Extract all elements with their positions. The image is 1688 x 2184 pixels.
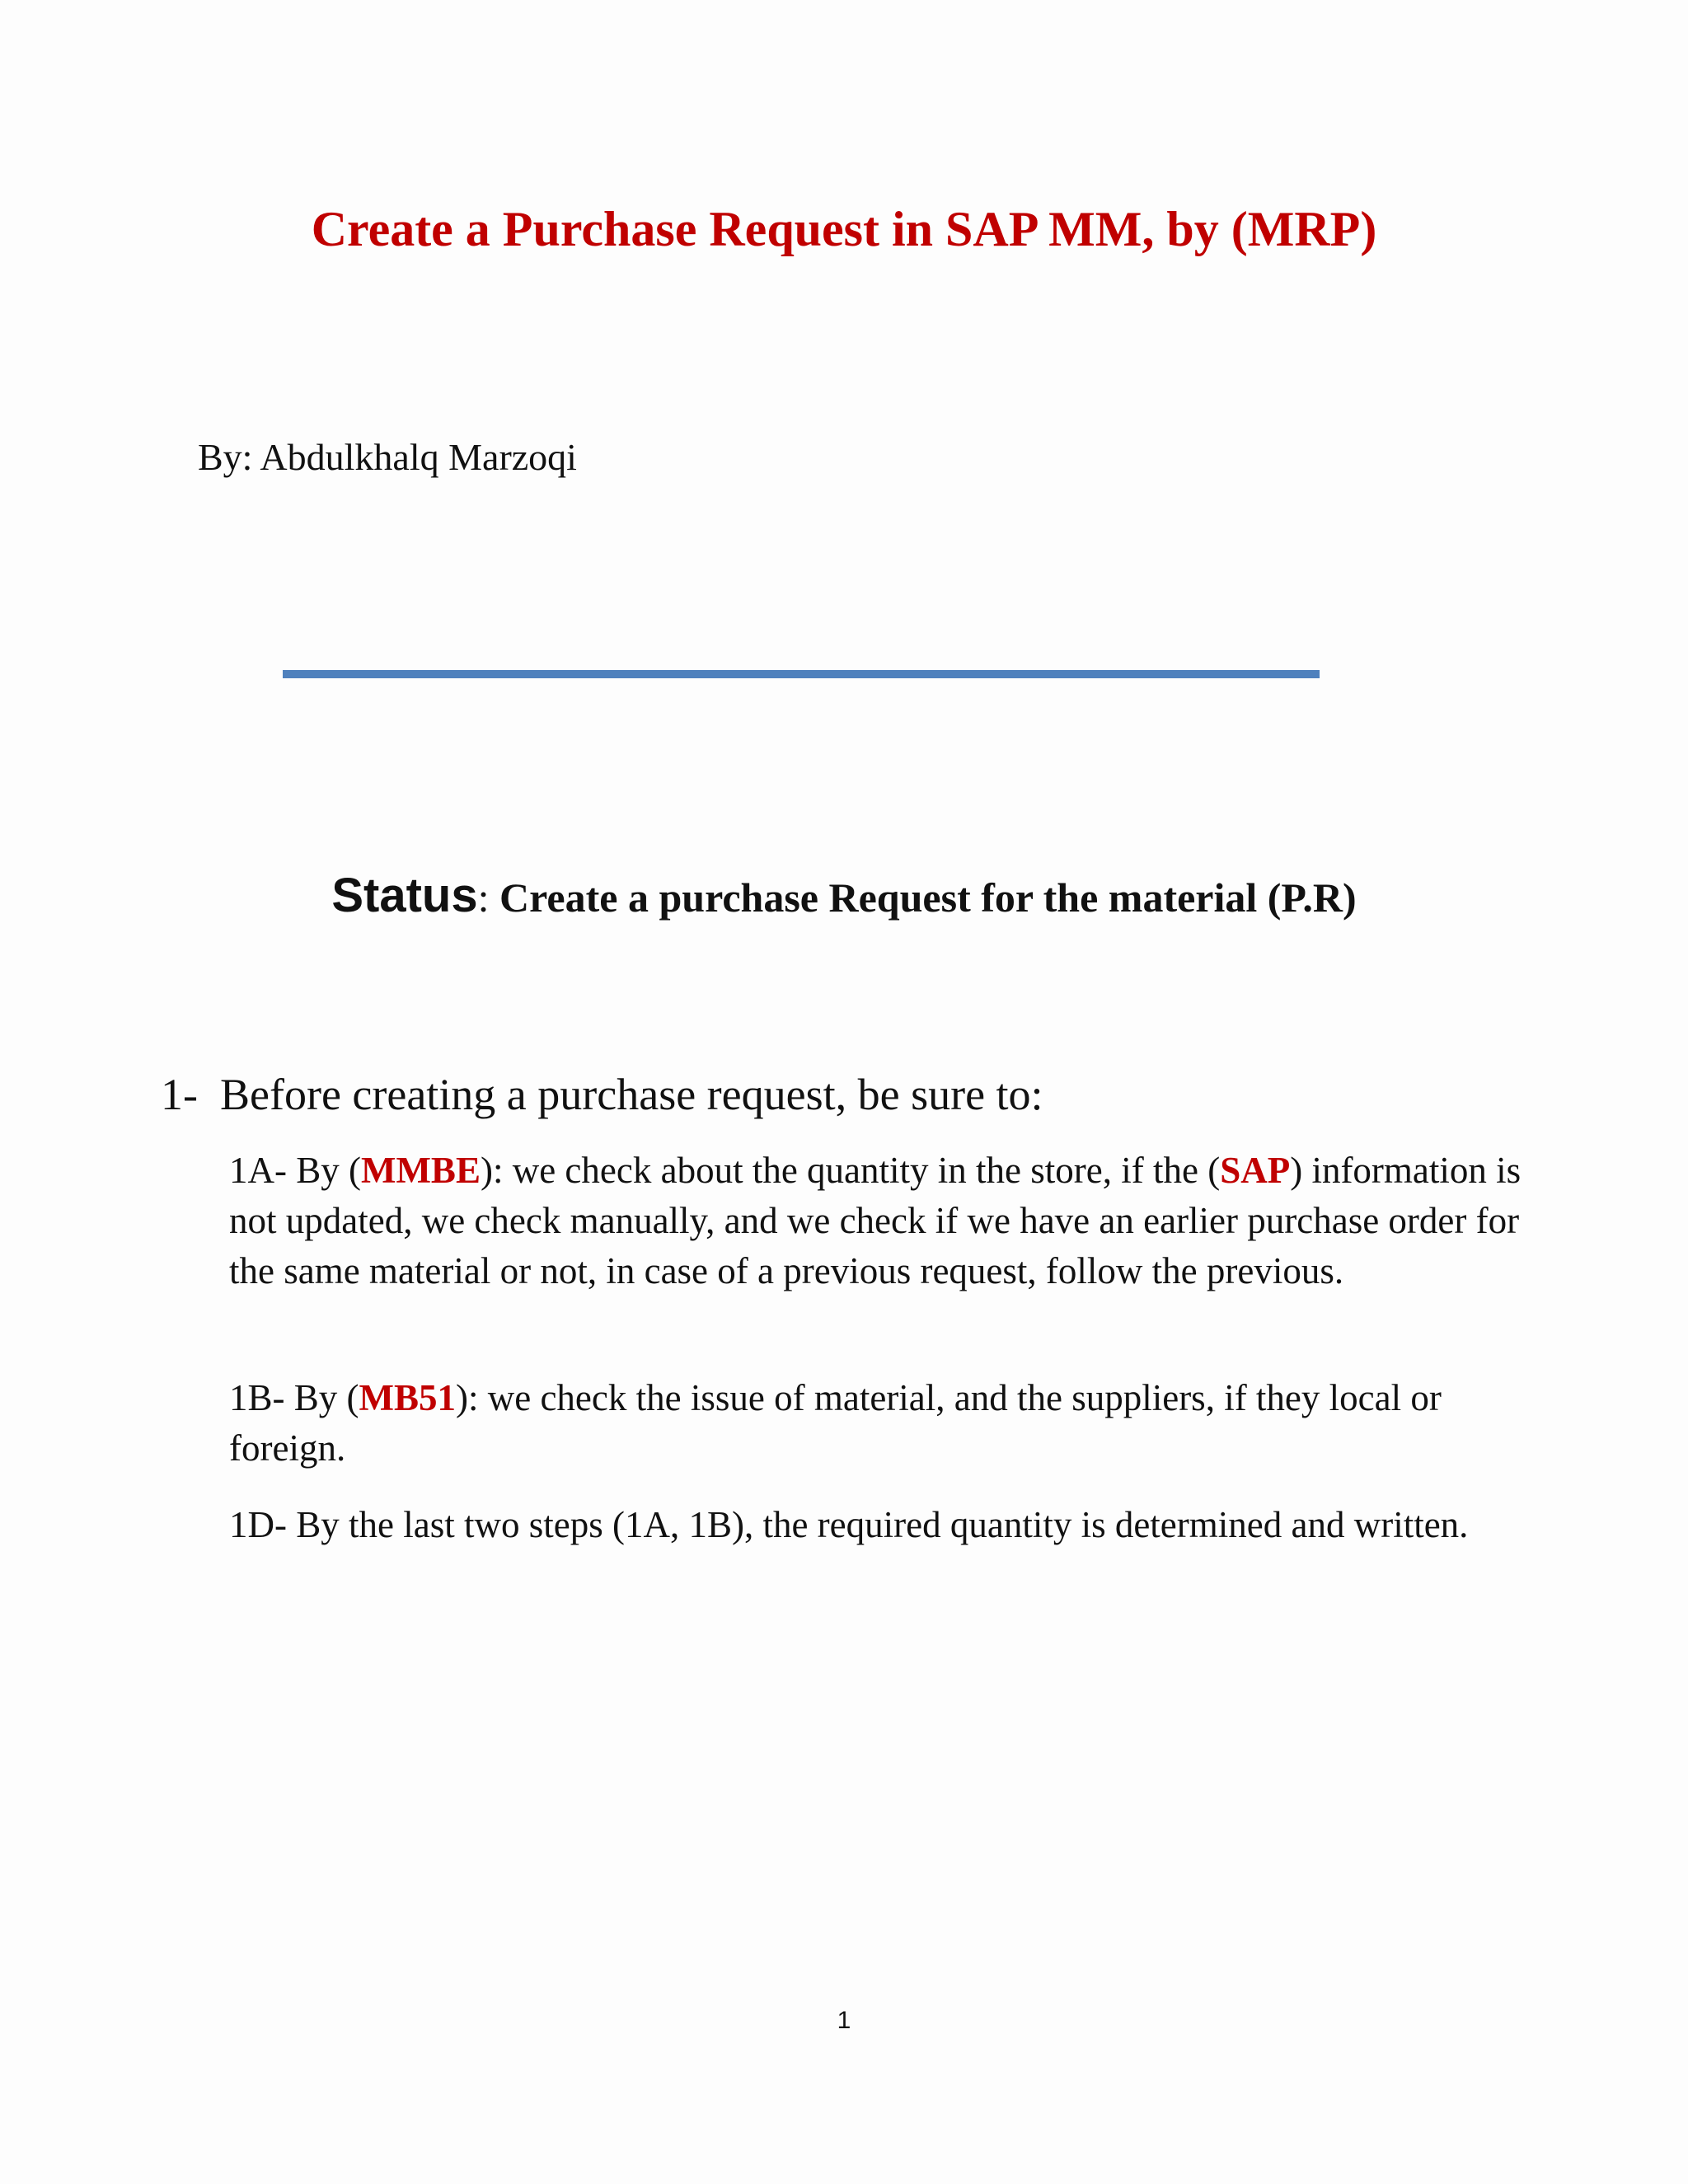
paragraph-1d: 1D- By the last two steps (1A, 1B), the required quantity is determined and written. xyxy=(229,1504,1469,1545)
page-number: 1 xyxy=(837,2007,851,2034)
paragraph-1b xyxy=(229,1373,1564,1474)
system-name-sap: SAP xyxy=(1220,1150,1291,1191)
document-title: Create a Purchase Request in SAP MM, by (MRP) xyxy=(311,202,1377,256)
status-label: Status xyxy=(331,869,478,922)
status-separator: : xyxy=(477,874,490,921)
paragraph-1a xyxy=(229,1146,1564,1296)
paragraph-1a-mid: ): we check about the quantity in the store, if the ( xyxy=(480,1150,1221,1191)
step-1-heading-text: Before creating a purchase request, be sure to: xyxy=(220,1070,1043,1119)
transaction-code-mmbe: MMBE xyxy=(360,1150,481,1191)
author-line: By: Abdulkhalq Marzoqi xyxy=(198,436,577,478)
step-1-heading xyxy=(161,1063,1043,1126)
horizontal-divider xyxy=(283,670,1320,678)
transaction-code-mb51: MB51 xyxy=(359,1377,456,1418)
step-1-number: 1- xyxy=(161,1070,198,1119)
status-line xyxy=(0,863,1688,930)
status-text: Create a purchase Request for the material (P.R) xyxy=(499,874,1357,921)
paragraph-1a-rest: ) information is not updated, we check manually, and we check if we have an earlier purchase order for the same material or not, in case of a previous request, follow the previous. xyxy=(229,1150,1522,1291)
paragraph-1b-rest: ): we check the issue of material, and the suppliers, if they local or foreign. xyxy=(229,1377,1442,1469)
paragraph-1a-prefix: 1A- By ( xyxy=(229,1150,361,1191)
paragraph-1b-prefix: 1B- By ( xyxy=(229,1377,359,1418)
